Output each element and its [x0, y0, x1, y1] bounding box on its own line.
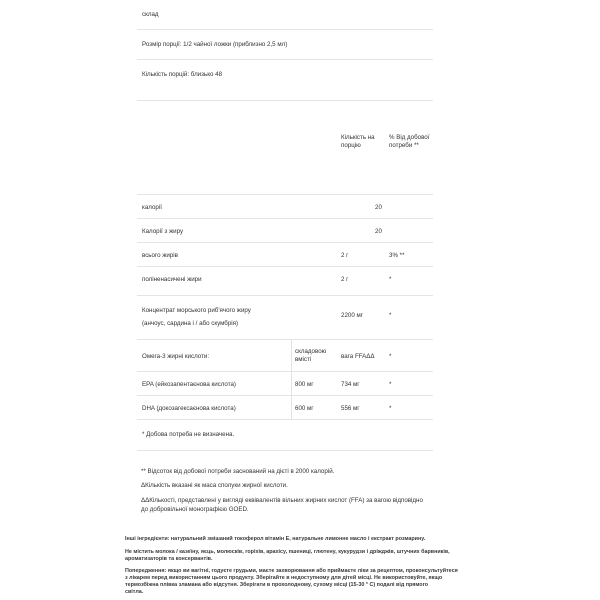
epa-label: EPA (ейкозапентаєнова кислота): [142, 381, 236, 388]
epa-row: [137, 372, 433, 396]
fish-oil-label-line2: (анчоус, сардина і / або скумбрія): [142, 320, 239, 327]
calories-label: калорії: [142, 204, 162, 211]
double-delta-footnote-line1: ΔΔКількості, представлені у вигляді еквівалентів вільних жирних кислот (FFA) за вагою відповідно: [141, 497, 423, 504]
calories-row: [137, 195, 433, 219]
omega3-col-a: [295, 348, 326, 364]
warning-line1: Попередження: якщо ви вагітні, годуєте грудьми, маєте захворювання або приймаєте ліки за рецептом, проконсультуйтеся: [125, 568, 458, 574]
free-of-line1: Не містить молока / казеїну, яєць, молюсків, горіхів, арахісу, пшениці, глютену, кукурудзи і дріжджів, штучних барвників,: [125, 549, 450, 555]
dha-dv: *: [389, 405, 392, 412]
dha-col-b: 556 мг: [341, 405, 360, 412]
fish-oil-label-line1: Концентрат морського риб'ячого жиру: [142, 307, 251, 314]
percent-footnote: ** Відсоток від добової потреби заснований на дієті в 2000 калорій.: [141, 468, 335, 475]
table-header-row: [137, 101, 433, 195]
double-delta-footnote-line2: до добровільної монографією GOED.: [141, 506, 249, 513]
dha-label: DHA (докозагексаєнова кислота): [142, 405, 236, 412]
calories-fat-label: Калорії з жиру: [142, 228, 184, 235]
not-established-row: [137, 420, 433, 451]
calories-fat-amount: 20: [375, 228, 382, 235]
other-ingredients-text: Інші інгредієнти: натуральний змішаний токоферол вітамін Е, натуральне лимонне масло і екстракт розмарину.: [125, 536, 426, 542]
composition-row: [137, 0, 433, 30]
omega3-dv: *: [389, 353, 392, 360]
total-fat-row: [137, 243, 433, 267]
fish-oil-dv: *: [389, 312, 392, 319]
daily-value-line2: потреби **: [389, 142, 419, 149]
servings-per-container-text: Кількість порцій: близько 48: [142, 71, 223, 78]
total-fat-amount: 2 г: [341, 252, 349, 259]
epa-col-b: 734 мг: [341, 381, 360, 388]
omega3-label: Омега-3 жирні кислоти:: [142, 353, 210, 360]
calories-amount: 20: [375, 204, 382, 211]
poly-fat-label: поліненасичені жири: [142, 276, 202, 283]
not-established-label: * Добова потреба не визначена.: [142, 431, 235, 438]
composition-label: склад: [142, 11, 159, 18]
epa-dv: *: [389, 381, 392, 388]
total-fat-label: всього жирів: [142, 252, 178, 259]
servings-per-container-row: [137, 60, 433, 101]
omega3-col-a-line1: складовою: [295, 348, 327, 355]
free-of-text: [125, 549, 465, 563]
delta-footnote: ΔКількість вказані як маса сполуки жирної кислоти.: [141, 482, 288, 489]
epa-col-a: 800 мг: [295, 381, 314, 388]
free-of-line2: ароматизаторів та консервантів.: [125, 556, 213, 562]
table-column-divider: [291, 340, 292, 420]
omega3-row: [137, 340, 433, 372]
amount-per-serving-line1: Кількість на: [341, 134, 375, 141]
serving-size-text: Розмір порції: 1/2 чайної ложки (приблизно 2,5 мл): [142, 41, 288, 48]
dha-col-a: 600 мг: [295, 405, 314, 412]
daily-value-line1: % Від добової: [389, 134, 430, 141]
poly-fat-amount: 2 г: [341, 276, 349, 283]
poly-fat-dv: *: [389, 276, 392, 283]
serving-size-row: [137, 30, 433, 60]
fish-oil-amount: 2200 мг: [341, 312, 363, 319]
warning-text: [125, 568, 465, 596]
omega3-col-a-line2: вмісті: [295, 356, 312, 363]
amount-per-serving-header: [341, 134, 375, 150]
dha-row: [137, 396, 433, 420]
daily-value-header: [389, 134, 429, 150]
calories-fat-row: [137, 219, 433, 243]
warning-line3: термозбіжна плівка зламана або відсутня. Зберігати в прохолодному, сухому місці (15-30 ° C) подалі від прямого: [125, 582, 429, 588]
warning-line4: світла.: [125, 589, 144, 595]
omega3-col-b: вага FFAΔΔ: [341, 353, 375, 360]
poly-fat-row: [137, 267, 433, 296]
amount-per-serving-line2: порцію: [341, 142, 361, 149]
warning-line2: з лікарем перед використанням цього продукту. Зберігайте в недоступному для дітей місці. Не використовуйте, якщо: [125, 575, 443, 581]
fish-oil-row: [137, 296, 433, 340]
total-fat-dv: 3% **: [389, 252, 405, 259]
